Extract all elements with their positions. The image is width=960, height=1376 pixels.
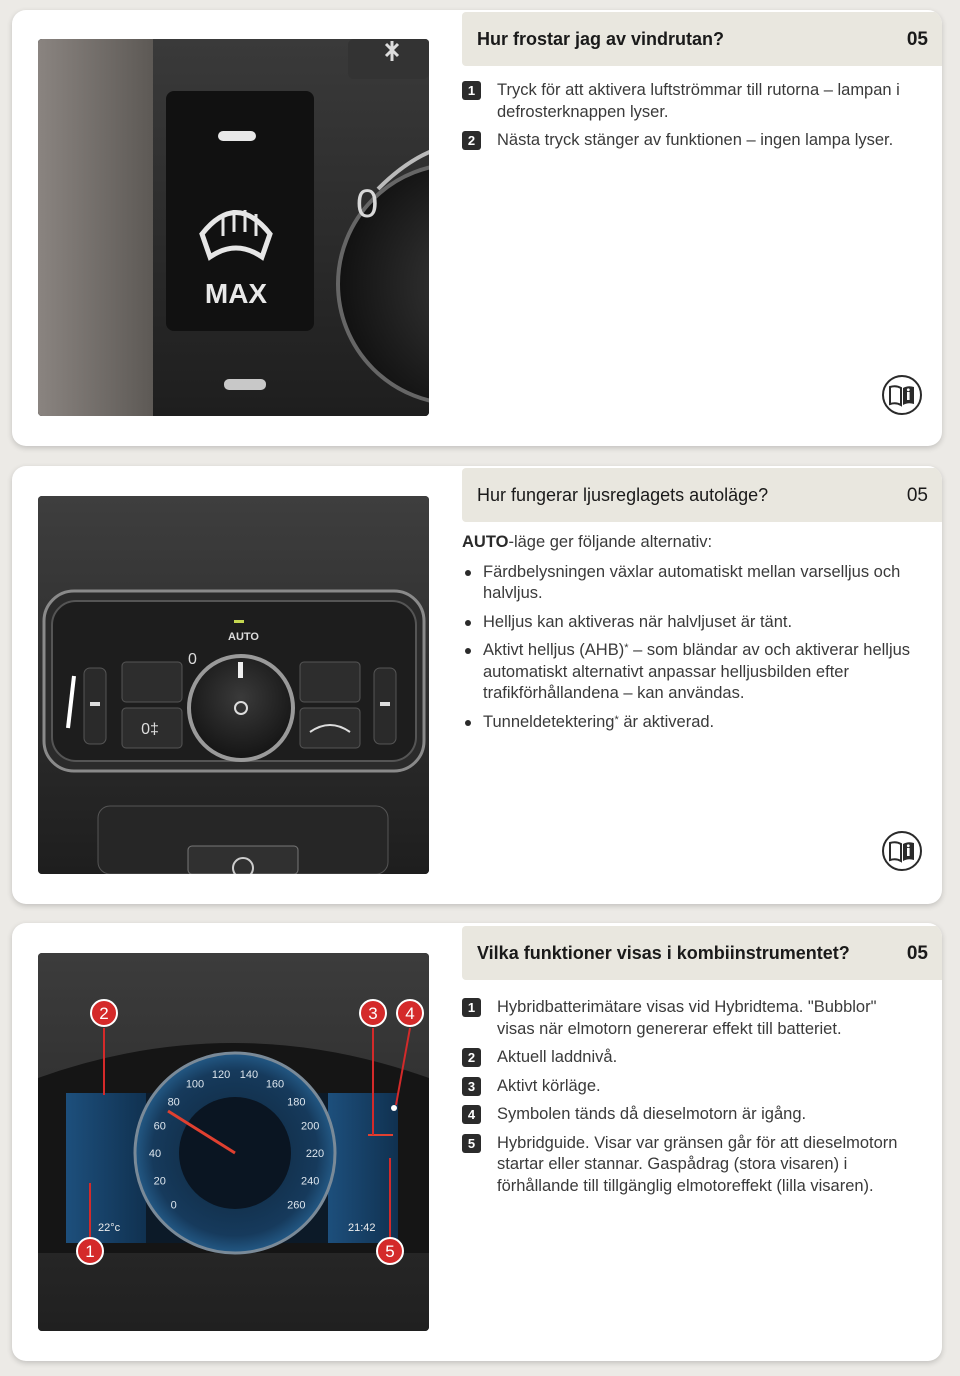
manual-book-icon[interactable] — [882, 831, 922, 871]
step-text: Aktuell laddnivå. — [497, 1048, 618, 1066]
options-list — [462, 532, 918, 740]
bullet-text-after: – som bländar av och aktiverar helljus automatiskt alternativt anpassar helljusbilden efter trafikförhållandena – kan användas. — [483, 641, 911, 702]
callout-number: 2 — [99, 1004, 109, 1023]
callout-number: 4 — [405, 1004, 415, 1023]
bullet-text-after: är aktiverad. — [618, 712, 715, 731]
step-text: Tryck för att aktivera luftströmmar till rutorna – lampan i defrosterknappen lyser. — [497, 81, 900, 121]
list-item — [462, 562, 918, 605]
gauge-label: 140 — [239, 1069, 259, 1082]
section-title: Hur fungerar ljusreglagets autoläge? — [477, 485, 769, 505]
gauge-label: 20 — [153, 1175, 166, 1188]
intro-rest: -läge ger följande alternativ: — [508, 533, 713, 551]
gauge-label: 80 — [167, 1096, 180, 1109]
clock-readout: 21:42 — [348, 1222, 376, 1234]
gauge-label: 0 — [170, 1199, 177, 1212]
list-item — [462, 1076, 918, 1098]
light-switch-illustration — [38, 496, 429, 874]
step-badge: 1 — [462, 81, 481, 100]
gauge-label: 260 — [287, 1199, 306, 1212]
section-title: Hur frostar jag av vindrutan? — [477, 29, 725, 49]
step-badge: 1 — [462, 998, 481, 1017]
bullet-text: Tunneldetektering — [483, 712, 615, 731]
callout-number: 5 — [385, 1242, 395, 1261]
step-text: Hybridguide. Visar var gränsen går för att dieselmotorn startar eller stannar. Gaspådrag (stora visaren) i förhållande till tillgänglig elmotoreffekt (lilla visaren). — [497, 1133, 898, 1195]
auto-mode-label: AUTO — [462, 533, 509, 551]
intro-text — [462, 532, 918, 554]
list-item — [462, 1047, 918, 1069]
dial-zero-label: 0 — [356, 182, 379, 226]
gauge-label: 100 — [185, 1078, 205, 1091]
list-item — [462, 640, 918, 705]
section-title: Vilka funktioner visas i kombiinstrumentet? — [477, 943, 850, 963]
step-badge: 2 — [462, 131, 481, 150]
max-label: MAX — [204, 278, 268, 309]
instrument-cluster-illustration — [38, 953, 429, 1331]
chapter-number: 05 — [906, 485, 928, 506]
section-defrost — [12, 10, 942, 446]
light-switch-photo — [38, 496, 429, 874]
list-item — [462, 80, 918, 123]
instrument-cluster-photo — [38, 953, 429, 1331]
section-auto-light — [12, 466, 942, 904]
section-heading — [462, 468, 942, 522]
manual-book-icon[interactable] — [882, 375, 922, 415]
callout-number: 1 — [85, 1242, 95, 1261]
dial-zero-label: 0 — [188, 651, 197, 668]
gauge-label: 60 — [153, 1120, 166, 1133]
defroster-illustration — [38, 39, 429, 416]
list-item — [462, 997, 918, 1040]
step-text: Symbolen tänds då dieselmotorn är igång. — [497, 1105, 807, 1123]
chapter-number: 05 — [906, 29, 928, 50]
step-badge: 3 — [462, 1077, 481, 1096]
gauge-label: 40 — [148, 1148, 162, 1160]
list-item — [462, 1133, 918, 1198]
list-item — [462, 130, 918, 152]
auto-label: AUTO — [228, 631, 259, 643]
gauge-label: 180 — [287, 1096, 306, 1109]
list-item — [462, 712, 918, 734]
gauge-label: 200 — [301, 1120, 320, 1133]
bullet-text: Färdbelysningen växlar automatiskt mellan varselljus och halvljus. — [483, 562, 901, 602]
section-instrument-cluster — [12, 923, 942, 1361]
option-star: * — [614, 713, 619, 726]
svg-text:0‡: 0‡ — [141, 721, 159, 738]
gauge-label: 220 — [305, 1148, 325, 1160]
callout-number: 3 — [368, 1004, 378, 1023]
gauge-label: 160 — [265, 1078, 285, 1091]
functions-list — [462, 997, 918, 1204]
bullet-text: Helljus kan aktiveras när halvljuset är tänt. — [483, 612, 793, 631]
gauge-label: 120 — [211, 1069, 231, 1082]
bullet-text: Aktivt helljus (AHB) — [483, 641, 625, 659]
list-item — [462, 612, 918, 634]
section-heading — [462, 12, 942, 66]
step-text: Aktivt körläge. — [497, 1076, 601, 1095]
section-heading — [462, 926, 942, 980]
list-item — [462, 1104, 918, 1126]
step-badge: 2 — [462, 1048, 481, 1067]
temperature-readout: 22°c — [98, 1222, 121, 1234]
defroster-photo — [38, 39, 429, 416]
steps-list — [462, 80, 918, 159]
step-badge: 4 — [462, 1105, 481, 1124]
step-text: Hybridbatterimätare visas vid Hybridtema. "Bubblor" visas när elmotorn genererar effekt till batteriet. — [497, 998, 877, 1038]
chapter-number: 05 — [906, 943, 928, 964]
gauge-label: 240 — [301, 1175, 320, 1188]
option-star: * — [624, 642, 629, 654]
step-text: Nästa tryck stänger av funktionen – ingen lampa lyser. — [497, 131, 894, 149]
step-badge: 5 — [462, 1134, 481, 1153]
